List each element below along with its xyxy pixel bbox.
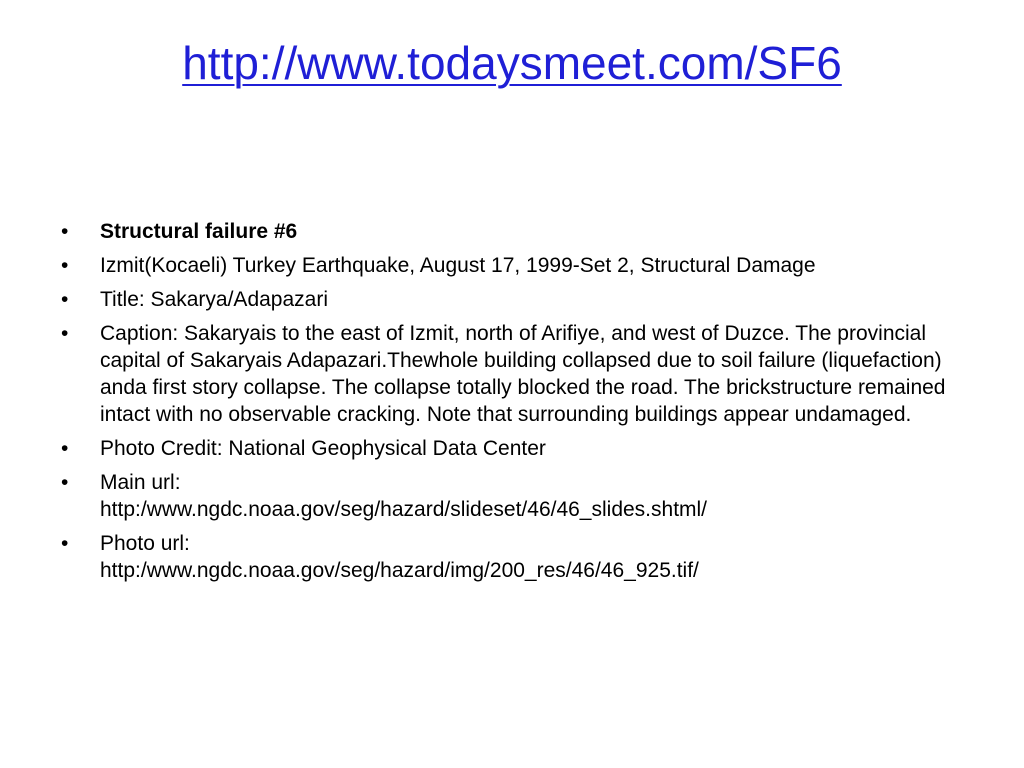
bullet-icon: • xyxy=(61,322,69,345)
list-item xyxy=(58,252,968,279)
main-url-value: http:/www.ngdc.noaa.gov/seg/hazard/slideset/46/46_slides.shtml/ xyxy=(100,498,708,521)
bullet-text: Izmit(Kocaeli) Turkey Earthquake, August 17, 1999-Set 2, Structural Damage xyxy=(100,254,816,277)
photo-url-value: http:/www.ngdc.noaa.gov/seg/hazard/img/200_res/46/46_925.tif/ xyxy=(100,559,699,582)
bullet-text: Photo Credit: National Geophysical Data Center xyxy=(100,437,546,460)
bullet-icon: • xyxy=(61,288,69,311)
bullet-text: Title: Sakarya/Adapazari xyxy=(100,288,328,311)
bullet-text: Structural failure #6 xyxy=(100,220,298,243)
list-item xyxy=(58,469,968,523)
list-item xyxy=(58,218,968,245)
bullet-text: Caption: Sakaryais to the east of Izmit, north of Arifiye, and west of Duzce. The provincial capital of Sakaryais Adapazari.Thewhole building collapsed due to soil failure (liquefaction) anda first story collapse. The collapse totally blocked the road. The brickstructure remained intact with no observable cracking. Note that surrounding buildings appear undamaged. xyxy=(100,322,946,426)
bullet-icon: • xyxy=(61,532,69,555)
main-url-label: Main url: xyxy=(100,471,181,494)
bullet-text xyxy=(100,469,968,523)
bullet-icon: • xyxy=(61,437,69,460)
photo-url-label: Photo url: xyxy=(100,532,190,555)
bullet-icon: • xyxy=(61,254,69,277)
bullet-icon: • xyxy=(61,220,69,243)
slide-title xyxy=(0,28,1024,98)
bullet-icon: • xyxy=(61,471,69,494)
list-item xyxy=(58,286,968,313)
list-item xyxy=(58,435,968,462)
bullet-text xyxy=(100,530,968,584)
list-item xyxy=(58,320,968,428)
list-item xyxy=(58,530,968,584)
bullet-list xyxy=(58,218,968,591)
title-link[interactable]: http://www.todaysmeet.com/SF6 xyxy=(182,37,842,89)
